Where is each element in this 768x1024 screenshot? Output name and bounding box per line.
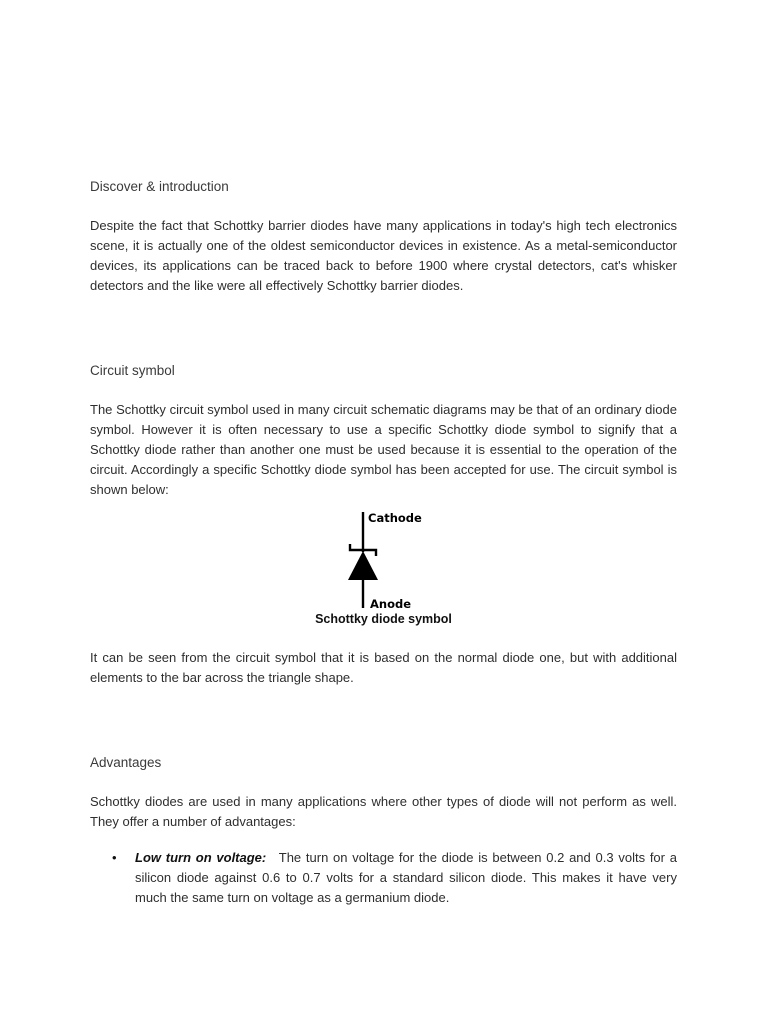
intro-paragraph: Despite the fact that Schottky barrier diodes have many applications in today's high tech electronics scene, it is actually one of the oldest semiconductor devices in existence. As a metal-semiconductor devices, its applications can be traced back to before 1900 where crystal detectors, cat's whisker detectors and the like were all effectively Schottky barrier diodes. (90, 218, 677, 293)
advantage-text: The turn on voltage for the diode is between 0.2 and 0.3 volts for a silicon diode against 0.6 to 0.7 volts for a standard silicon diode. This makes it have very much the same turn on voltage as a germanium diode. (135, 850, 677, 905)
circuit-symbol-paragraph: The Schottky circuit symbol used in many circuit schematic diagrams may be that of an ordinary diode symbol. However it is often necessary to use a specific Schottky diode symbol to signify that a Schottky diode rather than another one must be used because it is essential to the operation of the circuit. Accordingly a specific Schottky diode symbol has been accepted for use. The circuit symbol is shown below: (90, 402, 677, 497)
advantage-term: Low turn on voltage: (135, 850, 267, 865)
list-item (90, 848, 677, 908)
schottky-diode-symbol-icon (340, 506, 460, 610)
advantages-paragraph: Schottky diodes are used in many applications where other types of diode will not perform as well. They offer a number of advantages: (90, 794, 677, 829)
diode-triangle (348, 551, 378, 580)
intro-heading: Discover & introduction (90, 179, 229, 194)
schottky-diode-figure (90, 506, 677, 632)
advantages-list (90, 848, 677, 908)
figure-caption: Schottky diode symbol (315, 612, 452, 626)
bullet-icon: • (112, 850, 117, 865)
circuit-symbol-followup-paragraph: It can be seen from the circuit symbol that it is based on the normal diode one, but with additional elements to the bar across the triangle shape. (90, 650, 677, 685)
cathode-label: Cathode (368, 511, 422, 525)
anode-label: Anode (370, 597, 412, 610)
advantages-heading: Advantages (90, 755, 162, 770)
circuit-symbol-heading: Circuit symbol (90, 363, 175, 378)
